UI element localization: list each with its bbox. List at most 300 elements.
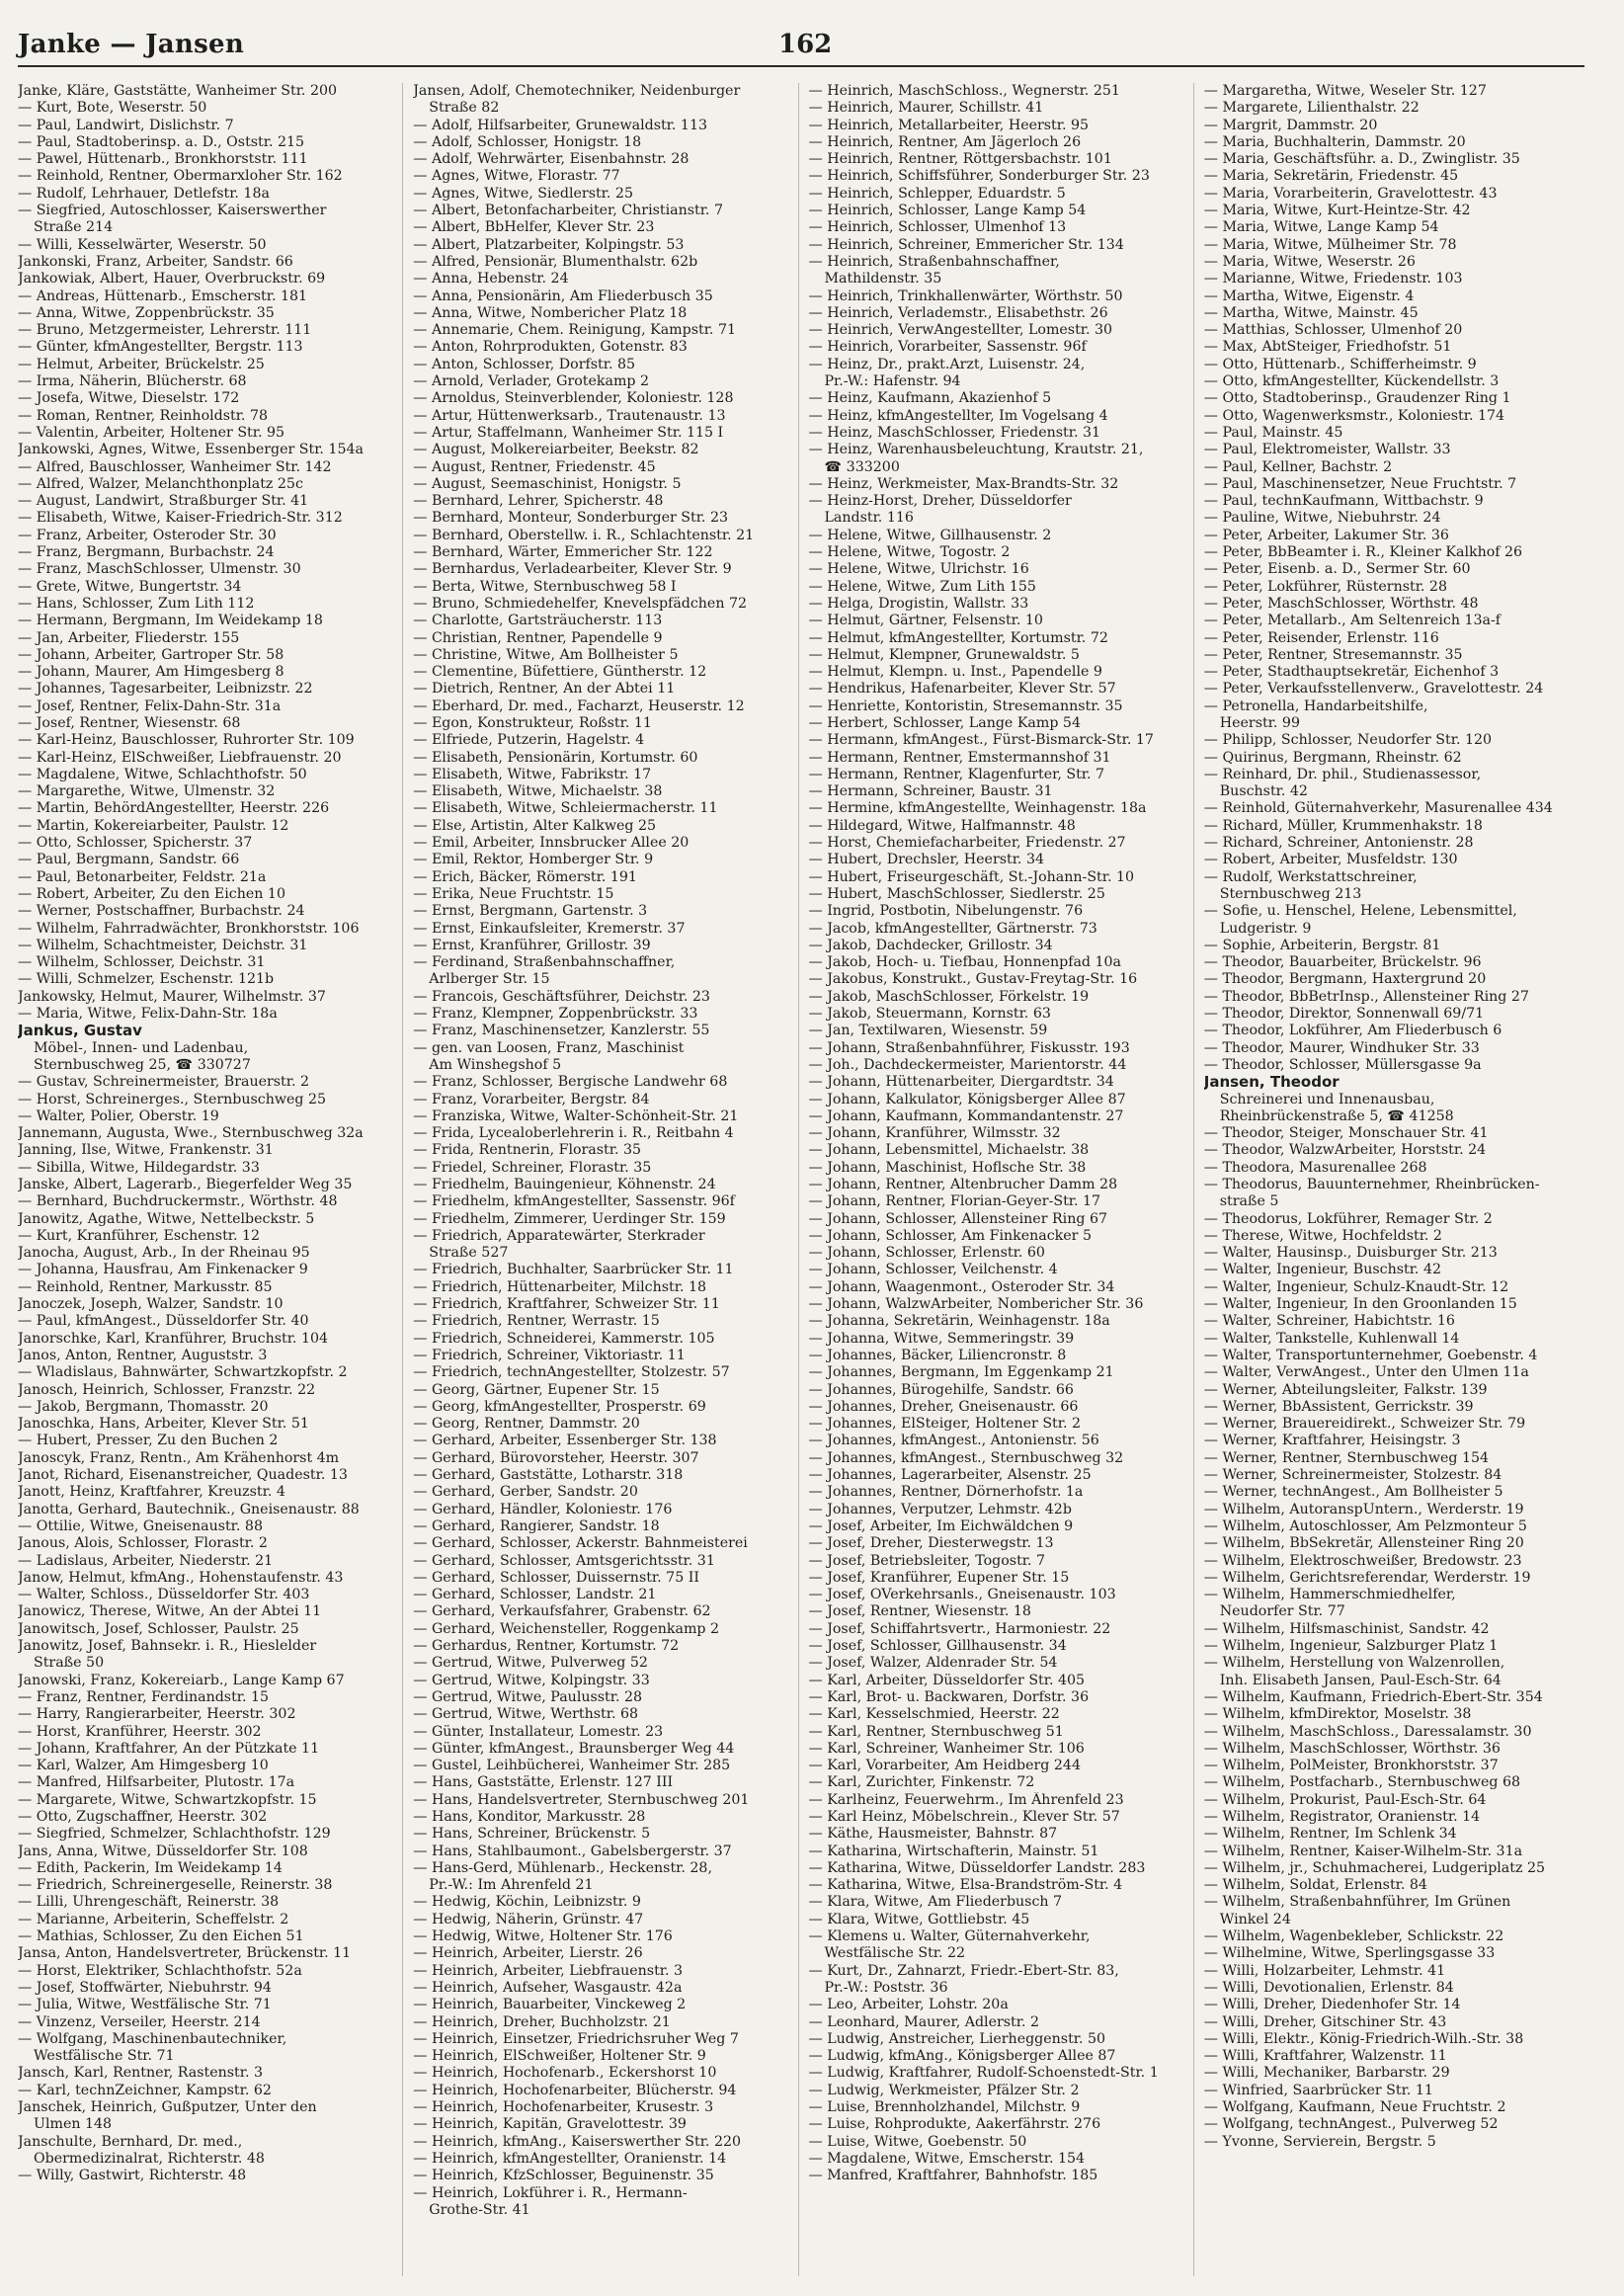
directory-entry: — Jacob, kfmAngestellter, Gärtnerstr. 73	[808, 920, 1097, 937]
directory-entry: — Else, Artistin, Alter Kalkweg 25	[413, 817, 657, 834]
directory-entry: — Johann, Kranführer, Wilmsstr. 32	[808, 1125, 1061, 1142]
directory-entry: — Johann, WalzwArbeiter, Nombericher Str. 36	[808, 1296, 1144, 1313]
directory-entry: — Friedel, Schreiner, Florastr. 35	[413, 1159, 652, 1176]
directory-entry: — Wilhelm, BbSekretär, Allensteiner Ring 20	[1203, 1535, 1524, 1552]
directory-entry: — Walter, VerwAngest., Unter den Ulmen 11a	[1203, 1364, 1529, 1381]
directory-entry: — Johannes, Tagesarbeiter, Leibnizstr. 22	[18, 681, 313, 697]
directory-entry: — Gertrud, Witwe, Werthstr. 68	[413, 1706, 639, 1723]
directory-entry: Janos, Anton, Rentner, Auguststr. 3	[18, 1347, 268, 1363]
directory-entry: Jansa, Anton, Handelsvertreter, Brückenstr. 11	[18, 1945, 352, 1962]
directory-entry: — Johannes, Verputzer, Lehmstr. 42b	[808, 1501, 1072, 1517]
directory-entry: Janowitz, Josef, Bahnsekr. i. R., Hieslelder	[18, 1638, 317, 1655]
directory-entry: — Franz, Rentner, Ferdinandstr. 15	[18, 1688, 270, 1705]
directory-entry: — Erich, Bäcker, Römerstr. 191	[413, 868, 637, 885]
directory-entry: — Franz, Vorarbeiter, Bergstr. 84	[413, 1091, 650, 1107]
directory-entry: — Eberhard, Dr. med., Facharzt, Heuserstr. 12	[413, 697, 745, 714]
directory-entry: — Franz, Schlosser, Bergische Landwehr 68	[413, 1074, 728, 1091]
directory-entry: — Johann, Maurer, Am Himgesberg 8	[18, 664, 284, 681]
directory-entry: — Heinz, kfmAngestellter, Im Vogelsang 4	[808, 407, 1108, 424]
directory-entry: — Willi, Elektr., König-Friedrich-Wilh.-Str. 38	[1203, 2030, 1524, 2047]
directory-entry: — Hermann, kfmAngest., Fürst-Bismarck-Str. 17	[808, 732, 1154, 749]
directory-entry: — Josefa, Witwe, Dieselstr. 172	[18, 390, 240, 407]
entry-continuation: Sternbuschweg 213	[1219, 885, 1362, 902]
entry-continuation: Sternbuschweg 25, ☎ 330727	[34, 1056, 251, 1073]
directory-entry: — Joh., Dachdeckermeister, Marientorstr. 44	[808, 1056, 1127, 1073]
directory-entry: — Franz, Bergmann, Burbachstr. 24	[18, 544, 275, 561]
directory-entry: — Theodor, Direktor, Sonnenwall 69/71	[1203, 1006, 1485, 1023]
directory-entry: — Reinhard, Dr. phil., Studienassessor,	[1203, 766, 1482, 782]
directory-entry: — Paul, Bergmann, Sandstr. 66	[18, 852, 240, 868]
directory-entry: — Arnoldus, Steinverblender, Koloniestr. 128	[413, 390, 734, 407]
directory-entry: — Hedwig, Köchin, Leibnizstr. 9	[413, 1894, 641, 1911]
directory-entry: — August, Seemaschinist, Honigstr. 5	[413, 475, 682, 492]
directory-entry: — Horst, Chemiefacharbeiter, Friedenstr. 27	[808, 835, 1126, 852]
directory-entry: — Agnes, Witwe, Siedlerstr. 25	[413, 185, 633, 202]
directory-entry: — Johanna, Witwe, Semmeringstr. 39	[808, 1330, 1075, 1347]
directory-entry: — Marianne, Witwe, Friedenstr. 103	[1203, 271, 1463, 287]
directory-entry: — Johann, Arbeiter, Gartroper Str. 58	[18, 646, 284, 663]
directory-entry: — Robert, Arbeiter, Zu den Eichen 10	[18, 885, 285, 902]
directory-entry: — Josef, Arbeiter, Im Eichwäldchen 9	[808, 1517, 1074, 1534]
directory-entry: — Maria, Witwe, Felix-Dahn-Str. 18a	[18, 1006, 278, 1023]
directory-entry: — Willi, Devotionalien, Erlenstr. 84	[1203, 1979, 1454, 1996]
directory-entry: — Josef, Rentner, Wiesenstr. 18	[808, 1603, 1031, 1620]
directory-entry: — Wilhelm, Schachtmeister, Deichstr. 31	[18, 937, 308, 953]
directory-entry: — Wilhelm, Rentner, Im Schlenk 34	[1203, 1826, 1457, 1843]
directory-entry: — Ludwig, Kraftfahrer, Rudolf-Schoenstedt-Str. 1	[808, 2065, 1159, 2082]
directory-entry: — Johann, Rentner, Florian-Geyer-Str. 17	[808, 1193, 1101, 1210]
directory-entry: — Helmut, Klempner, Grunewaldstr. 5	[808, 646, 1080, 663]
directory-entry: — Karl-Heinz, Bauschlosser, Ruhrorter Str. 109	[18, 732, 355, 749]
directory-entry: — Helene, Witwe, Togostr. 2	[808, 544, 1011, 561]
directory-entry: — Martha, Witwe, Mainstr. 45	[1203, 304, 1419, 321]
directory-entry: — Luise, Rohprodukte, Aakerfährstr. 276	[808, 2116, 1101, 2133]
entry-heading: Jankus, Gustav	[18, 1023, 142, 1040]
directory-entry: — Franziska, Witwe, Walter-Schönheit-Str. 21	[413, 1107, 739, 1124]
directory-entry: — Elisabeth, Witwe, Kaiser-Friedrich-Str. 312	[18, 510, 343, 527]
directory-entry: — Christine, Witwe, Am Bollheister 5	[413, 646, 679, 663]
column-4	[1204, 83, 1588, 2276]
directory-entry: Janoschka, Hans, Arbeiter, Klever Str. 51	[18, 1416, 309, 1433]
entry-continuation: Pr.-W.: Hafenstr. 94	[824, 373, 961, 390]
directory-entry: — Wilhelm, Hammerschmiedhelfer,	[1203, 1587, 1456, 1603]
directory-entry: — Berta, Witwe, Sternbuschweg 58 I	[413, 578, 677, 595]
directory-entry: — Friedrich, Hüttenarbeiter, Milchstr. 18	[413, 1278, 707, 1295]
directory-entry: — Margarethe, Witwe, Ulmenstr. 32	[18, 783, 276, 800]
directory-entry: — Hans, Konditor, Markusstr. 28	[413, 1808, 646, 1825]
directory-entry: Janowitz, Agathe, Witwe, Nettelbeckstr. 5	[18, 1210, 315, 1227]
directory-entry: — Willi, Kesselwärter, Weserstr. 50	[18, 236, 267, 253]
directory-entry: — Heinz, Werkmeister, Max-Brandts-Str. 32	[808, 475, 1119, 492]
directory-entry: — Harry, Rangierarbeiter, Heerstr. 302	[18, 1706, 296, 1723]
directory-entry: — Adolf, Schlosser, Honigstr. 18	[413, 133, 642, 150]
directory-entry: — Helene, Witwe, Gillhausenstr. 2	[808, 527, 1052, 543]
directory-entry: — Johannes, kfmAngest., Sternbuschweg 32	[808, 1449, 1124, 1466]
entry-continuation: Grothe-Str. 41	[429, 2201, 530, 2218]
directory-entry: — Heinrich, Hochofenarbeiter, Krusestr. 3	[413, 2099, 714, 2116]
directory-entry: — Gerhard, Schlosser, Ackerstr. Bahnmeisterei	[413, 1535, 748, 1552]
directory-entry: — Heinrich, Schiffsführer, Sonderburger Str. 23	[808, 168, 1150, 185]
directory-entry: — Georg, kfmAngestellter, Prosperstr. 69	[413, 1398, 706, 1415]
directory-entry: — Gerhard, Händler, Koloniestr. 176	[413, 1501, 673, 1517]
directory-entry: — Albert, Betonfacharbeiter, Christianstr. 7	[413, 203, 723, 219]
directory-entry: — Heinrich, Schreiner, Emmericher Str. 134	[808, 236, 1124, 253]
directory-entry: — Paul, Elektromeister, Wallstr. 33	[1203, 442, 1451, 458]
directory-entry: — Peter, Arbeiter, Lakumer Str. 36	[1203, 527, 1449, 543]
directory-entry: — Gertrud, Witwe, Pulverweg 52	[413, 1655, 648, 1672]
entry-continuation: Inh. Elisabeth Jansen, Paul-Esch-Str. 64	[1219, 1672, 1502, 1688]
entry-continuation: Straße 50	[34, 1655, 105, 1672]
directory-entry: — Friedrich, Buchhalter, Saarbrücker Str. 11	[413, 1262, 734, 1278]
directory-entry: — Heinrich, kfmAngestellter, Oranienstr. 14	[413, 2150, 727, 2167]
directory-entry: — Friedrich, Schreinergeselle, Reinerstr. 38	[18, 1877, 333, 1894]
directory-entry: — Wilhelm, Autoschlosser, Am Pelzmonteur 5	[1203, 1517, 1527, 1534]
directory-entry: — Emil, Rektor, Homberger Str. 9	[413, 852, 654, 868]
directory-entry: — Maria, Vorarbeiterin, Gravelottestr. 43	[1203, 185, 1498, 202]
directory-entry: — Bernhard, Lehrer, Spicherstr. 48	[413, 493, 664, 510]
directory-entry: — Alfred, Walzer, Melanchthonplatz 25c	[18, 475, 303, 492]
directory-entry: — Peter, Metallarb., Am Seltenreich 13a-f	[1203, 613, 1502, 629]
directory-entry: — Wilhelm, Registrator, Oranienstr. 14	[1203, 1808, 1481, 1825]
directory-entry: — Heinrich, Metallarbeiter, Heerstr. 95	[808, 117, 1090, 133]
entry-continuation: Am Winshegshof 5	[429, 1056, 562, 1073]
directory-entry: — Walter, Hausinsp., Duisburger Str. 213	[1203, 1245, 1498, 1262]
directory-entry: Janotta, Gerhard, Bautechnik., Gneisenaustr. 88	[18, 1501, 360, 1517]
directory-entry: — Karl, Vorarbeiter, Am Heidberg 244	[808, 1758, 1081, 1774]
directory-entry: — Heinrich, Aufseher, Wasgaustr. 42a	[413, 1979, 683, 1996]
entry-continuation: Obermedizinalrat, Richterstr. 48	[34, 2150, 265, 2167]
directory-entry: — Henriette, Kontoristin, Stresemannstr. 35	[808, 697, 1123, 714]
directory-entry: — Walter, Transportunternehmer, Goebenstr. 4	[1203, 1347, 1538, 1363]
entry-continuation: Ludgeristr. 9	[1219, 920, 1312, 937]
directory-entry: — Johann, Lebensmittel, Michaelstr. 38	[808, 1142, 1090, 1159]
directory-entry: — Ludwig, Anstreicher, Lierheggenstr. 50	[808, 2030, 1106, 2047]
header-name-range: Janke — Jansen	[18, 30, 245, 59]
directory-entry: — Hubert, Presser, Zu den Buchen 2	[18, 1433, 279, 1449]
directory-entry: — Hans, Schreiner, Brückenstr. 5	[413, 1826, 651, 1843]
entry-continuation: Landstr. 116	[824, 510, 914, 527]
directory-entry: Janowicz, Therese, Witwe, An der Abtei 11	[18, 1603, 322, 1620]
directory-entry: — Heinrich, Arbeiter, Liebfrauenstr. 3	[413, 1962, 684, 1979]
directory-entry: — Martha, Witwe, Eigenstr. 4	[1203, 287, 1415, 304]
directory-entry: — Bernhard, Buchdruckermstr., Wörthstr. 48	[18, 1193, 338, 1210]
directory-entry: — Robert, Arbeiter, Musfeldstr. 130	[1203, 852, 1458, 868]
directory-entry: — Paul, Kellner, Bachstr. 2	[1203, 458, 1393, 475]
directory-entry: — Alfred, Bauschlosser, Wanheimer Str. 142	[18, 458, 332, 475]
directory-entry: — Walter, Tankstelle, Kuhlenwall 14	[1203, 1330, 1460, 1347]
directory-entry: — Johann, Schlosser, Am Finkenacker 5	[808, 1227, 1092, 1244]
directory-entry: — Karl, Kesselschmied, Heerstr. 22	[808, 1706, 1060, 1723]
directory-entry: — Werner, Postschaffner, Burbachstr. 24	[18, 903, 305, 920]
entry-continuation: Rheinbrückenstraße 5, ☎ 41258	[1219, 1107, 1454, 1124]
directory-entry: — Helmut, Klempn. u. Inst., Papendelle 9	[808, 664, 1102, 681]
directory-entry: — Willy, Gastwirt, Richterstr. 48	[18, 2168, 247, 2184]
directory-entry: — Ladislaus, Arbeiter, Niederstr. 21	[18, 1552, 274, 1569]
directory-entry: — Hermine, kfmAngestellte, Weinhagenstr. 18a	[808, 800, 1147, 817]
directory-entry: — Horst, Elektriker, Schlachthofstr. 52a	[18, 1962, 302, 1979]
directory-entry: Janoscyk, Franz, Rentn., Am Krähenhorst 4m	[18, 1449, 340, 1466]
directory-entry: — Richard, Schreiner, Antonienstr. 28	[1203, 835, 1474, 852]
directory-entry: — Heinrich, Hochofenarb., Eckershorst 10	[413, 2065, 717, 2082]
entry-continuation: Neudorfer Str. 77	[1219, 1603, 1345, 1620]
directory-entry: — Karl, Walzer, Am Himgesberg 10	[18, 1758, 269, 1774]
directory-entry: — Johannes, kfmAngest., Antonienstr. 56	[808, 1433, 1099, 1449]
directory-entry: — Klara, Witwe, Am Fliederbusch 7	[808, 1894, 1063, 1911]
directory-entry: — Wilhelm, Ingenieur, Salzburger Platz 1	[1203, 1638, 1499, 1655]
directory-entry: Janott, Heinz, Kraftfahrer, Kreuzstr. 4	[18, 1484, 285, 1501]
directory-entry: — Heinrich, Rentner, Am Jägerloch 26	[808, 133, 1082, 150]
directory-entry: — Käthe, Hausmeister, Bahnstr. 87	[808, 1826, 1058, 1843]
directory-entry: — Heinrich, Maurer, Schillstr. 41	[808, 100, 1044, 117]
directory-entry: — Hans, Stahlbaumont., Gabelsbergerstr. 37	[413, 1843, 732, 1859]
directory-entry: — Horst, Kranführer, Heerstr. 302	[18, 1723, 262, 1740]
directory-entry: — Franz, Klempner, Zoppenbrückstr. 33	[413, 1006, 698, 1023]
directory-entry: — Peter, Stadthauptsekretär, Eichenhof 3	[1203, 664, 1500, 681]
entry-continuation: Westfälische Str. 22	[824, 1945, 966, 1962]
directory-entry: — Johannes, Bäcker, Liliencronstr. 8	[808, 1347, 1067, 1363]
directory-entry: — Walter, Schreiner, Habichtstr. 16	[1203, 1313, 1455, 1330]
directory-entry: — Margrit, Dammstr. 20	[1203, 117, 1378, 133]
directory-entry: — Bernhard, Oberstellw. i. R., Schlachtenstr. 21	[413, 527, 755, 543]
directory-entry: — Johann, Maschinist, Hoflsche Str. 38	[808, 1159, 1087, 1176]
directory-entry: — Theodor, Bergmann, Haxtergrund 20	[1203, 971, 1487, 988]
directory-entry: Janning, Ilse, Witwe, Frankenstr. 31	[18, 1142, 274, 1159]
directory-entry: — Theodor, Maurer, Windhuker Str. 33	[1203, 1039, 1480, 1056]
column-1	[18, 83, 403, 2276]
directory-entry: — Wilhelm, Schlosser, Deichstr. 31	[18, 954, 266, 971]
directory-entry: — Heinz, Warenhausbeleuchtung, Krautstr. 21,	[808, 442, 1144, 458]
directory-entry: — Josef, Rentner, Felix-Dahn-Str. 31a	[18, 697, 282, 714]
directory-entry: — Maria, Sekretärin, Friedenstr. 45	[1203, 168, 1459, 185]
directory-entry: Janske, Albert, Lagerarb., Biegerfelder Weg 35	[18, 1177, 353, 1192]
directory-entry: — Johann, Schlosser, Veilchenstr. 4	[808, 1262, 1058, 1278]
directory-entry: — Johann, Rentner, Altenbrucher Damm 28	[808, 1177, 1118, 1192]
directory-entry: — Wladislaus, Bahnwärter, Schwartzkopfstr. 2	[18, 1364, 348, 1381]
directory-entry: — Heinrich, Dreher, Buchholzstr. 21	[413, 2013, 671, 2030]
directory-entry: — Hubert, Drechsler, Heerstr. 34	[808, 852, 1045, 868]
directory-entry: — Heinrich, Schlepper, Eduardstr. 5	[808, 185, 1066, 202]
directory-entry: — Werner, BbAssistent, Gerrickstr. 39	[1203, 1398, 1474, 1415]
directory-entry: — Franz, MaschSchlosser, Ulmenstr. 30	[18, 561, 301, 578]
directory-entry: — Manfred, Kraftfahrer, Bahnhofstr. 185	[808, 2168, 1098, 2184]
entry-continuation: Straße 214	[34, 219, 114, 236]
directory-entry: — Josef, Stoffwärter, Niebuhrstr. 94	[18, 1979, 272, 1996]
directory-entry: — Friedrich, Kraftfahrer, Schweizer Str. 11	[413, 1296, 720, 1313]
directory-entry: — Josef, Walzer, Aldenrader Str. 54	[808, 1655, 1058, 1672]
directory-entry: — Wilhelm, Herstellung von Walzenrollen,	[1203, 1655, 1505, 1672]
directory-entry: — Paul, Stadtoberinsp. a. D., Oststr. 215	[18, 133, 305, 150]
directory-entry: — Werner, Abteilungsleiter, Falkstr. 139	[1203, 1381, 1488, 1398]
directory-entry: — Gerhard, Schlosser, Amtsgerichtsstr. 31	[413, 1552, 715, 1569]
directory-entry: — Heinz, Kaufmann, Akazienhof 5	[808, 390, 1052, 407]
entry-columns	[18, 83, 1588, 2276]
page-number: 162	[778, 30, 833, 59]
directory-entry: — Therese, Witwe, Hochfeldstr. 2	[1203, 1227, 1442, 1244]
directory-entry: — Gertrud, Witwe, Paulusstr. 28	[413, 1688, 643, 1705]
directory-entry: — Peter, MaschSchlosser, Wörthstr. 48	[1203, 595, 1479, 612]
directory-entry: — Karl, Brot- u. Backwaren, Dorfstr. 36	[808, 1688, 1090, 1705]
directory-entry: — Bruno, Schmiedehelfer, Knevelspfädchen 72	[413, 595, 748, 612]
directory-entry: — Karl, Schreiner, Wanheimer Str. 106	[808, 1740, 1085, 1757]
directory-entry: — Theodorus, Bauunternehmer, Rheinbrücken-	[1203, 1177, 1540, 1192]
directory-entry: — Katharina, Witwe, Elsa-Brandström-Str. 4	[808, 1877, 1123, 1894]
directory-entry: — Peter, BbBeamter i. R., Kleiner Kalkhof 26	[1203, 544, 1523, 561]
directory-entry: — Grete, Witwe, Bungertstr. 34	[18, 578, 242, 595]
directory-entry: — Hans, Gaststätte, Erlenstr. 127 III	[413, 1774, 674, 1791]
directory-entry: Janocha, August, Arb., In der Rheinau 95	[18, 1245, 310, 1262]
directory-entry: — Paul, Betonarbeiter, Feldstr. 21a	[18, 868, 267, 885]
directory-entry: — Adolf, Wehrwärter, Eisenbahnstr. 28	[413, 151, 690, 168]
directory-entry: — Hermann, Schreiner, Baustr. 31	[808, 783, 1053, 800]
directory-entry: — Manfred, Hilfsarbeiter, Plutostr. 17a	[18, 1774, 295, 1791]
directory-entry: — Günter, kfmAngestellter, Bergstr. 113	[18, 339, 303, 356]
directory-entry: — Max, AbtSteiger, Friedhofstr. 51	[1203, 339, 1452, 356]
entry-continuation: Mathildenstr. 35	[824, 271, 942, 287]
directory-entry: — Heinrich, Lokführer i. R., Hermann-	[413, 2184, 688, 2201]
column-2	[413, 83, 798, 2276]
directory-entry: — August, Molkereiarbeiter, Beekstr. 82	[413, 442, 699, 458]
directory-entry: — August, Rentner, Friedenstr. 45	[413, 458, 656, 475]
directory-entry: — Georg, Gärtner, Eupener Str. 15	[413, 1381, 660, 1398]
directory-entry: — Paul, technKaufmann, Wittbachstr. 9	[1203, 493, 1484, 510]
directory-entry: — Hermann, Bergmann, Im Weidekamp 18	[18, 613, 323, 629]
directory-entry: — Maria, Witwe, Weserstr. 26	[1203, 253, 1416, 270]
directory-entry: — Willi, Schmelzer, Eschenstr. 121b	[18, 971, 275, 988]
directory-entry: — Sophie, Arbeiterin, Bergstr. 81	[1203, 937, 1441, 953]
directory-entry: — Quirinus, Bergmann, Rheinstr. 62	[1203, 749, 1462, 766]
directory-entry: — Friedrich, Schneiderei, Kammerstr. 105	[413, 1330, 715, 1347]
directory-entry: Jannemann, Augusta, Wwe., Sternbuschweg 32a	[18, 1125, 364, 1142]
entry-continuation: Westfälische Str. 71	[34, 2048, 175, 2065]
directory-entry: — Werner, technAngest., Am Bollheister 5	[1203, 1484, 1503, 1501]
directory-entry: — Gerhard, Weichensteller, Roggenkamp 2	[413, 1620, 720, 1637]
directory-entry: — Ernst, Kranführer, Grillostr. 39	[413, 937, 651, 953]
directory-entry: — Jakob, Bergmann, Thomasstr. 20	[18, 1398, 269, 1415]
directory-entry: — Reinhold, Güternahverkehr, Masurenallee 434	[1203, 800, 1553, 817]
directory-entry: — Friedrich, Apparatewärter, Sterkrader	[413, 1227, 705, 1244]
directory-entry: — Heinrich, Bauarbeiter, Vinckeweg 2	[413, 1997, 687, 2013]
directory-entry: — Peter, Rentner, Stresemannstr. 35	[1203, 646, 1463, 663]
entry-continuation: Straße 82	[429, 100, 500, 117]
directory-entry: Jankowsky, Helmut, Maurer, Wilhelmstr. 37	[18, 988, 326, 1005]
directory-entry: — Friedrich, Rentner, Werrastr. 15	[413, 1313, 660, 1330]
directory-entry: — Margarete, Witwe, Schwartzkopfstr. 15	[18, 1791, 317, 1808]
directory-entry: — Vinzenz, Verseiler, Heerstr. 214	[18, 2013, 261, 2030]
directory-entry: — Elfriede, Putzerin, Hagelstr. 4	[413, 732, 645, 749]
directory-entry: — Hendrikus, Hafenarbeiter, Klever Str. 57	[808, 681, 1116, 697]
directory-entry: Janous, Alois, Schlosser, Florastr. 2	[18, 1535, 268, 1552]
directory-entry: — Winfried, Saarbrücker Str. 11	[1203, 2082, 1433, 2098]
directory-entry: — Karl Heinz, Möbelschrein., Klever Str. 57	[808, 1808, 1120, 1825]
directory-entry: — Heinrich, Trinkhallenwärter, Wörthstr. 50	[808, 287, 1123, 304]
directory-entry: — Jan, Textilwaren, Wiesenstr. 59	[808, 1023, 1048, 1039]
directory-entry: — Herbert, Schlosser, Lange Kamp 54	[808, 714, 1081, 731]
directory-entry: — Willi, Holzarbeiter, Lehmstr. 41	[1203, 1962, 1446, 1979]
directory-entry: — Gerhard, Bürovorsteher, Heerstr. 307	[413, 1449, 699, 1466]
entry-continuation: ☎ 333200	[824, 458, 900, 475]
directory-entry: — Heinrich, Schlosser, Lange Kamp 54	[808, 203, 1087, 219]
directory-entry: — Wolfgang, Maschinenbautechniker,	[18, 2030, 287, 2047]
directory-entry: — Johannes, Bergmann, Im Eggenkamp 21	[808, 1364, 1114, 1381]
directory-entry: Jansen, Adolf, Chemotechniker, Neidenburger	[413, 83, 741, 99]
directory-entry: — Sofie, u. Henschel, Helene, Lebensmittel,	[1203, 903, 1517, 920]
directory-entry: — Ottilie, Witwe, Gneisenaustr. 88	[18, 1517, 263, 1534]
directory-entry: — Hildegard, Witwe, Halfmannstr. 48	[808, 817, 1076, 834]
directory-entry: — Theodorus, Lokführer, Remager Str. 2	[1203, 1210, 1493, 1227]
directory-entry: Janot, Richard, Eisenanstreicher, Quadestr. 13	[18, 1467, 348, 1484]
directory-entry: — Hans-Gerd, Mühlenarb., Heckenstr. 28,	[413, 1859, 712, 1876]
directory-entry: — Josef, Betriebsleiter, Togostr. 7	[808, 1552, 1046, 1569]
directory-entry: — Martin, BehördAngestellter, Heerstr. 226	[18, 800, 330, 817]
directory-entry: — Otto, Wagenwerksmstr., Koloniestr. 174	[1203, 407, 1505, 424]
directory-entry: — Paul, kfmAngest., Düsseldorfer Str. 40	[18, 1313, 309, 1330]
directory-entry: — Ludwig, kfmAng., Königsberger Allee 87	[808, 2048, 1116, 2065]
directory-entry: — Willi, Mechaniker, Barbarstr. 29	[1203, 2065, 1450, 2082]
column-3	[809, 83, 1194, 2276]
directory-entry: — Theodor, Steiger, Monschauer Str. 41	[1203, 1125, 1489, 1142]
directory-entry: — Heinrich, KfzSchlosser, Beguinenstr. 35	[413, 2168, 714, 2184]
directory-entry: — Heinz, Dr., prakt.Arzt, Luisenstr. 24,	[808, 356, 1086, 372]
directory-entry: — Annemarie, Chem. Reinigung, Kampstr. 71	[413, 322, 736, 339]
directory-entry: — Horst, Schreinerges., Sternbuschweg 25	[18, 1091, 327, 1107]
directory-entry: — Heinrich, ElSchweißer, Holtener Str. 9	[413, 2048, 706, 2065]
directory-entry: — Kurt, Bote, Weserstr. 50	[18, 100, 207, 117]
directory-entry: — Yvonne, Servierein, Bergstr. 5	[1203, 2133, 1436, 2150]
directory-entry: — Karl, Rentner, Sternbuschweg 51	[808, 1723, 1064, 1740]
directory-entry: — Heinrich, Einsetzer, Friedrichsruher Weg 7	[413, 2030, 739, 2047]
directory-entry: — Karlheinz, Feuerwehrm., Im Ährenfeld 23	[808, 1791, 1124, 1808]
directory-entry: — Gerhard, Rangierer, Sandstr. 18	[413, 1517, 660, 1534]
entry-continuation: Ulmen 148	[34, 2116, 113, 2133]
directory-entry: — Günter, Installateur, Lomestr. 23	[413, 1723, 664, 1740]
directory-entry: — Helmut, Arbeiter, Brückelstr. 25	[18, 356, 265, 372]
directory-entry: — Frida, Lycealoberlehrerin i. R., Reitbahn 4	[413, 1125, 734, 1142]
directory-entry: — Christian, Rentner, Papendelle 9	[413, 629, 663, 646]
directory-entry: — Wilhelm, Hilfsmaschinist, Sandstr. 42	[1203, 1620, 1490, 1637]
directory-entry: — Theodor, WalzwArbeiter, Horststr. 24	[1203, 1142, 1487, 1159]
directory-entry: — Willi, Kraftfahrer, Walzenstr. 11	[1203, 2048, 1447, 2065]
directory-entry: — Luise, Brennholzhandel, Milchstr. 9	[808, 2099, 1081, 2116]
directory-entry: — Willi, Dreher, Gitschiner Str. 43	[1203, 2013, 1447, 2030]
directory-entry: — Heinz-Horst, Dreher, Düsseldorfer	[808, 493, 1072, 510]
directory-entry: Janorschke, Karl, Kranführer, Bruchstr. 104	[18, 1330, 329, 1347]
directory-entry: — Bernhard, Monteur, Sonderburger Str. 23	[413, 510, 728, 527]
directory-entry: — Jakob, Dachdecker, Grillostr. 34	[808, 937, 1053, 953]
directory-entry: — Paul, Mainstr. 45	[1203, 424, 1343, 441]
directory-entry: — Egon, Konstrukteur, Roßstr. 11	[413, 714, 652, 731]
directory-entry: — gen. van Loosen, Franz, Maschinist	[413, 1039, 685, 1056]
directory-entry: — Wilhelm, Rentner, Kaiser-Wilhelm-Str. 31a	[1203, 1843, 1523, 1859]
directory-entry: — Jakob, Steuermann, Kornstr. 63	[808, 1006, 1051, 1023]
directory-entry: — Josef, Dreher, Diesterwegstr. 13	[808, 1535, 1054, 1552]
directory-entry: — Wilhelm, Gerichtsreferendar, Werderstr. 19	[1203, 1569, 1531, 1586]
entry-continuation: Pr.-W.: Poststr. 36	[824, 1979, 948, 1996]
directory-entry: — Erika, Neue Fruchtstr. 15	[413, 885, 614, 902]
directory-entry: — Josef, Rentner, Wiesenstr. 68	[18, 714, 241, 731]
directory-entry: — Dietrich, Rentner, An der Abtei 11	[413, 681, 676, 697]
directory-entry: — Otto, Schlosser, Spicherstr. 37	[18, 835, 253, 852]
directory-entry: — Otto, Hüttenarb., Schifferheimstr. 9	[1203, 356, 1477, 372]
directory-entry: — Hedwig, Witwe, Holtener Str. 176	[413, 1928, 673, 1945]
directory-entry: — Johann, Schlosser, Erlenstr. 60	[808, 1245, 1045, 1262]
directory-entry: — Gerhard, Gaststätte, Lotharstr. 318	[413, 1467, 684, 1484]
directory-entry: — Klara, Witwe, Gottliebstr. 45	[808, 1911, 1030, 1927]
directory-entry: — Johannes, Bürogehilfe, Sandstr. 66	[808, 1381, 1074, 1398]
directory-entry: — Margaretha, Witwe, Weseler Str. 127	[1203, 83, 1487, 99]
directory-entry: — Wilhelm, Kaufmann, Friedrich-Ebert-Str. 354	[1203, 1688, 1543, 1705]
directory-entry: — Gustel, Leihbücherei, Wanheimer Str. 285	[413, 1758, 731, 1774]
directory-entry: — Hubert, Friseurgeschäft, St.-Johann-Str. 10	[808, 868, 1135, 885]
